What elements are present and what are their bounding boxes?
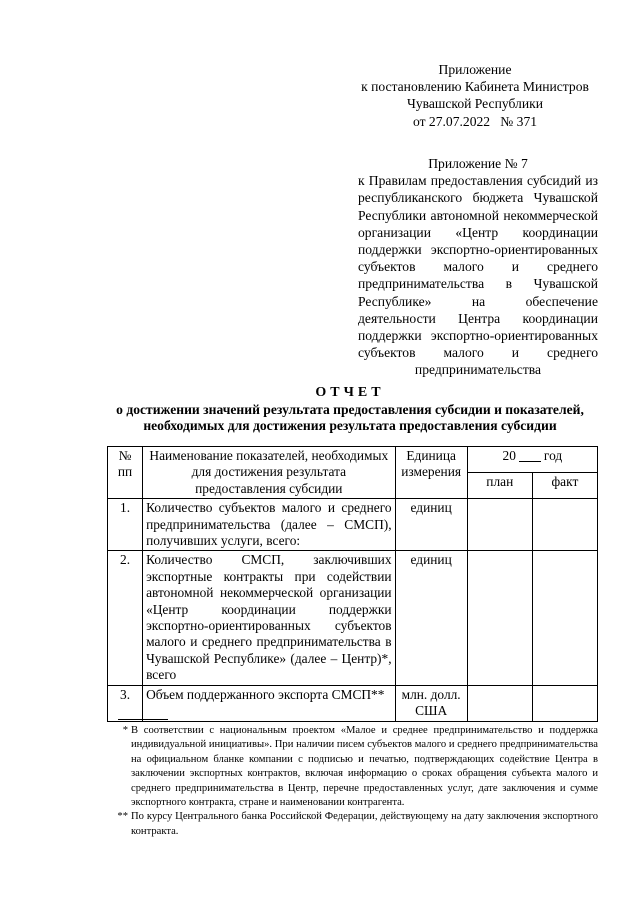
row-fact[interactable] bbox=[532, 499, 597, 551]
footnote-text: По курсу Центрального банка Российской Федерации, действующему на дату заключения экспортного контракта. bbox=[131, 811, 598, 837]
table-header-row bbox=[108, 447, 598, 473]
footnote-mark: * bbox=[122, 725, 128, 736]
row-plan[interactable] bbox=[467, 499, 532, 551]
footnote-item bbox=[108, 810, 598, 839]
footnote-mark: ** bbox=[117, 811, 128, 823]
year-blank bbox=[519, 449, 541, 462]
footnotes bbox=[108, 724, 598, 839]
header-name: Наименование показателей, необходимых для достижения результата предоставления субсидии bbox=[143, 447, 396, 499]
header-plan: план bbox=[467, 473, 532, 499]
annex-seven-heading: Приложение № 7 bbox=[428, 156, 528, 171]
row-plan[interactable] bbox=[467, 551, 532, 685]
footnote-text: В соответствии с национальным проектом «Малое и среднее предпринимательство и поддержка индивидуальной инициативы». При наличии писем субъектов малого и среднего предпринимательства на официальном бланке компании с подписью и печатью, подтверждающих содействие Центра в заключении экспортных контрактов, включая информацию о сроках обращения субъекта малого и среднего предпринимательства в Центр, перечне предоставленных услуг, дате заключения и сумме экспортного контракта, стране и наименовании контрагента. bbox=[131, 725, 598, 809]
row-name: Объем поддержанного экспорта СМСП** bbox=[143, 685, 396, 721]
row-fact[interactable] bbox=[532, 551, 597, 685]
header-unit: Единица измерения bbox=[395, 447, 467, 499]
footnote-divider bbox=[118, 719, 168, 720]
annex-main-line2: к постановлению Кабинета Министров bbox=[361, 79, 589, 95]
header-fact: факт bbox=[532, 473, 597, 499]
annex-main-line4: от 27.07.2022 № 371 bbox=[412, 113, 538, 129]
row-num: 3. bbox=[108, 685, 143, 721]
row-unit: млн. долл. США bbox=[395, 685, 467, 721]
table-row bbox=[108, 685, 598, 721]
row-unit: единиц bbox=[395, 499, 467, 551]
row-unit: единиц bbox=[395, 551, 467, 685]
row-num: 1. bbox=[108, 499, 143, 551]
report-title bbox=[90, 385, 610, 435]
table-row bbox=[108, 551, 598, 685]
header-year-suffix: год bbox=[543, 448, 563, 463]
header-year-prefix: 20 bbox=[502, 448, 516, 463]
report-title-line2: о достижении значений результата предоставления субсидии и показателей, bbox=[116, 401, 584, 417]
annex-main-block bbox=[352, 61, 598, 130]
row-plan[interactable] bbox=[467, 685, 532, 721]
annex-seven-block bbox=[358, 155, 598, 379]
report-table bbox=[107, 446, 598, 722]
row-num: 2. bbox=[108, 551, 143, 685]
table-row bbox=[108, 499, 598, 551]
annex-main-line3: Чувашской Республики bbox=[407, 96, 543, 112]
row-name: Количество СМСП, заключивших экспортные контракты при содействии автономной некоммерческой организации «Центр координации поддержки экспортно-ориентированных субъектов малого и среднего предпринимательства в Чувашской Республике» (далее – Центр)*, всего bbox=[143, 551, 396, 685]
annex-main-line1: Приложение bbox=[438, 62, 512, 77]
report-title-word: ОТЧЕТ bbox=[315, 385, 385, 400]
header-num: № пп bbox=[108, 447, 143, 499]
row-fact[interactable] bbox=[532, 685, 597, 721]
header-year bbox=[467, 447, 597, 473]
row-name: Количество субъектов малого и среднего предпринимательства (далее – СМСП), получивших услуги, всего: bbox=[143, 499, 396, 551]
annex-seven-text: к Правилам предоставления субсидий из республиканского бюджета Чувашской Республики автономной некоммерческой организации «Центр координации поддержки экспортно-ориентированных субъектов малого и среднего предпринимательства в Чувашской Республике» на обеспечение деятельности Центра координации поддержки экспортно-ориентированных субъектов малого и среднего предпринимательства bbox=[358, 173, 598, 378]
footnote-item bbox=[108, 724, 598, 810]
report-title-line3: необходимых для достижения результата предоставления субсидии bbox=[143, 418, 557, 433]
